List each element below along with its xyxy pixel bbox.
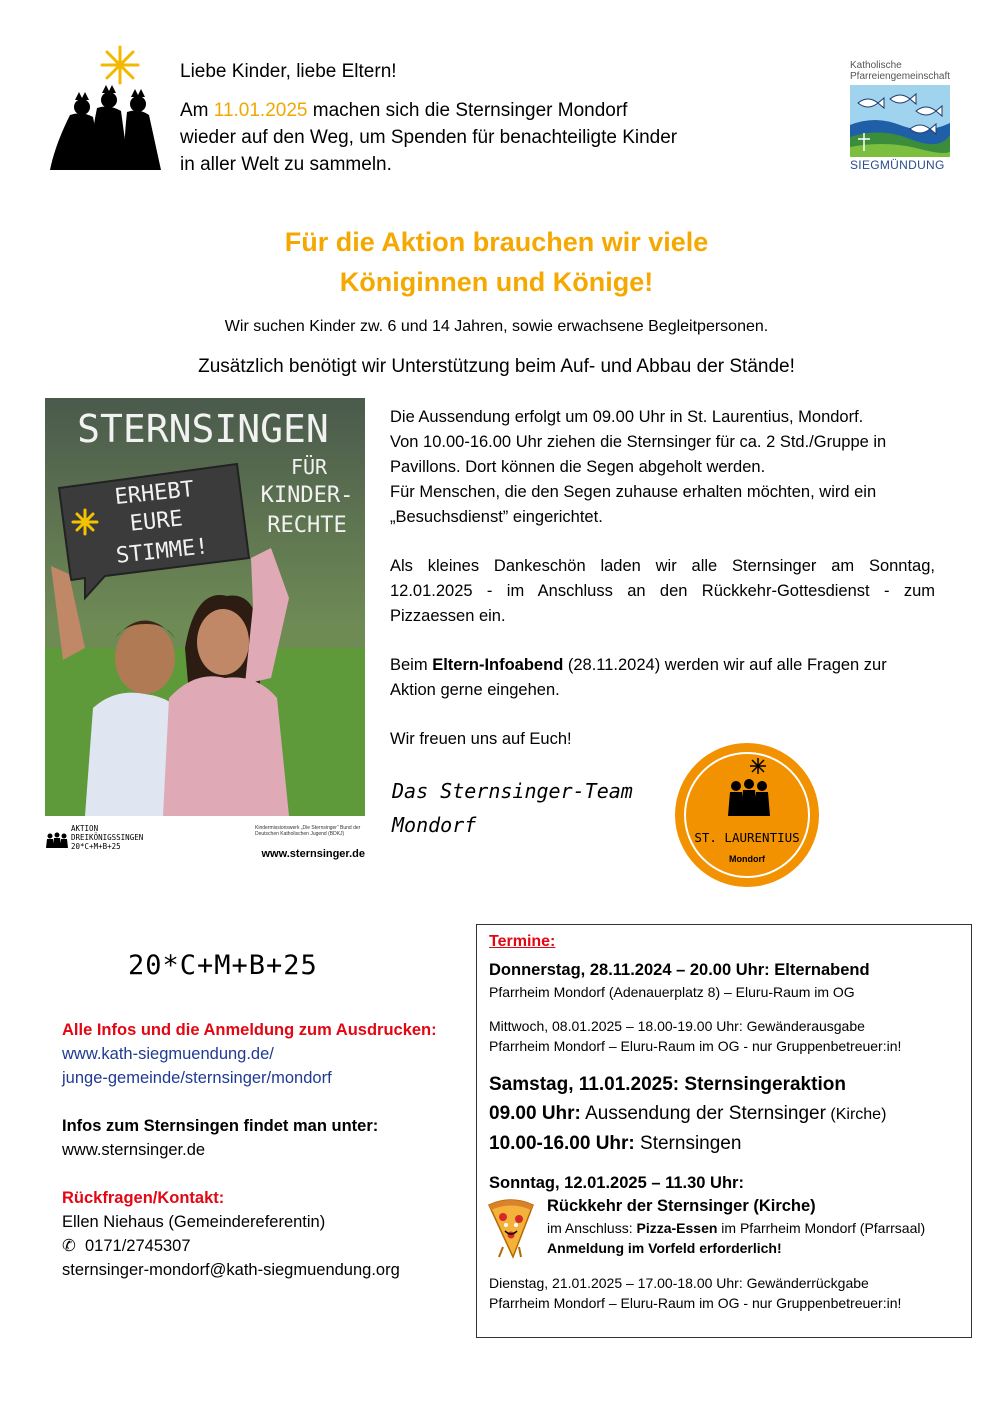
body-text — [390, 405, 935, 776]
event4-line2-bold: Pizza-Essen — [636, 1220, 718, 1236]
body-p1-line5: „Besuchsdienst” eingerichtet. — [390, 508, 603, 526]
termine-box — [476, 924, 972, 1338]
signature — [392, 774, 633, 842]
kings-silhouette-icon — [728, 779, 770, 816]
intro-paragraph — [180, 97, 780, 178]
headline-line2: Königinnen und Könige! — [339, 267, 654, 297]
signature-line2: Mondorf — [392, 813, 477, 837]
poster-footer-line1: AKTION — [71, 824, 99, 833]
intro-line1-prefix: Am — [180, 100, 214, 121]
intro-line1-suffix: machen sich die Sternsinger Mondorf — [307, 100, 628, 121]
info-url-line1[interactable]: www.kath-siegmuendung.de/ — [62, 1045, 274, 1063]
event3-time2: 10.00-16.00 Uhr: — [489, 1133, 635, 1154]
event3-text2: Sternsingen — [634, 1133, 742, 1154]
body-p1-line1: Die Aussendung erfolgt um 09.00 Uhr in St. Laurentius, Mondorf. — [390, 408, 864, 426]
poster-right3: RECHTE — [267, 513, 347, 538]
termine-heading: Termine: — [489, 933, 556, 950]
event2-place: Pfarrheim Mondorf – Eluru-Raum im OG - nur Gruppenbetreuer:in! — [489, 1038, 902, 1054]
star-icon — [750, 758, 766, 774]
body-p1-line2: Von 10.00-16.00 Uhr ziehen die Sternsinger für ca. 2 Std./Gruppe in — [390, 433, 887, 451]
poster-title: STERNSINGEN — [77, 407, 329, 451]
intro-line3: in aller Welt zu sammeln. — [180, 154, 392, 175]
poster-right1: FÜR — [290, 455, 328, 479]
body-paragraph-2: Als kleines Dankeschön laden wir alle Sternsinger am Sonntag, 12.01.2025 - im Anschluss an den Rückkehr-Gottesdienst - zum Pizzaessen ein. — [390, 557, 935, 625]
contact-phone[interactable]: 0171/2745307 — [85, 1237, 191, 1255]
event4-line2-prefix: im Anschluss: — [547, 1220, 637, 1236]
parish-logo — [850, 60, 954, 172]
poster-right2: KINDER- — [260, 483, 354, 508]
event3-line2 — [489, 1129, 967, 1158]
event3-title: Samstag, 11.01.2025: Sternsingeraktion — [489, 1074, 846, 1095]
sternsinger-poster — [45, 398, 365, 866]
parish-logo-line2: Pfarreiengemeinschaft — [850, 71, 951, 82]
sternsinger-info-heading: Infos zum Sternsingen findet man unter: — [62, 1117, 379, 1135]
parish-logo-name: SIEGMÜNDUNG — [850, 158, 945, 172]
poster-footer-line2: DREIKÖNIGSSINGEN — [71, 833, 144, 842]
info-heading: Alle Infos und die Anmeldung zum Ausdrucken: — [62, 1021, 437, 1039]
phone-icon: ✆ — [62, 1237, 76, 1255]
body-paragraph-3 — [390, 653, 935, 703]
star-icon — [102, 47, 138, 83]
info-url-line2[interactable]: junge-gemeinde/sternsinger/mondorf — [62, 1069, 332, 1087]
event4-line1: Rückkehr der Sternsinger (Kirche) — [547, 1197, 816, 1215]
poster-bubble-line3: STIMME! — [114, 534, 210, 569]
event3-note1: (Kirche) — [825, 1106, 887, 1123]
poster-footer-line3: 20*C+M+B+25 — [71, 842, 121, 851]
headline — [0, 222, 993, 302]
event-date: 11.01.2025 — [213, 100, 308, 121]
stamp-name: ST. LAURENTIUS — [694, 830, 800, 845]
event5-title: Dienstag, 21.01.2025 – 17.00-18.00 Uhr: Gewänderrückgabe — [489, 1275, 869, 1291]
contact-email[interactable]: sternsinger-mondorf@kath-siegmuendung.org — [62, 1261, 400, 1279]
signature-line1: Das Sternsinger-Team — [392, 779, 633, 803]
info-links — [62, 1018, 472, 1282]
event3-time1: 09.00 Uhr: — [489, 1103, 581, 1124]
event4-line2 — [547, 1218, 925, 1238]
sternsinger-url[interactable]: www.sternsinger.de — [62, 1141, 206, 1159]
body-p3-prefix: Beim — [390, 656, 433, 674]
stamp-place: Mondorf — [729, 854, 765, 864]
event1-place: Pfarrheim Mondorf (Adenauerplatz 8) – Eluru-Raum im OG — [489, 984, 855, 1000]
headline-line1: Für die Aktion brauchen wir viele — [284, 227, 709, 257]
event4-title: Sonntag, 12.01.2025 – 11.30 Uhr: — [489, 1174, 744, 1192]
support-line: Zusätzlich benötigt wir Unterstützung beim Auf- und Abbau der Stände! — [198, 356, 795, 377]
intro-text — [180, 58, 780, 190]
event4-line2-suffix: im Pfarrheim Mondorf (Pfarrsaal) — [717, 1220, 926, 1236]
event3-text1: Aussendung der Sternsinger — [580, 1103, 826, 1124]
body-p3-suffix: (28.11.2024) werden wir auf alle Fragen zur Aktion gerne eingehen. — [390, 656, 887, 699]
sternsinger-kings-logo — [45, 45, 165, 180]
contact-phone-row — [62, 1234, 472, 1258]
body-paragraph-4: Wir freuen uns auf Euch! — [390, 730, 572, 748]
pizza-icon — [485, 1195, 537, 1265]
st-laurentius-logo — [672, 740, 822, 890]
contact-heading: Rückfragen/Kontakt: — [62, 1189, 225, 1207]
event3-line1 — [489, 1099, 967, 1129]
event4-line3: Anmeldung im Vorfeld erforderlich! — [547, 1240, 782, 1256]
intro-line2: wieder auf den Weg, um Spenden für benachteiligte Kinder — [180, 127, 678, 148]
star-icon — [73, 510, 97, 534]
poster-bubble-line1: ERHEBT — [113, 476, 196, 511]
poster-footer-small: Kindermissionswerk „Die Sternsinger“ Bund der Deutschen Katholischen Jugend (BDKJ) — [255, 825, 361, 837]
cmb-blessing: 20*C+M+B+25 — [128, 950, 318, 981]
fish-waves-icon — [850, 85, 950, 157]
body-p1-line3: Pavillons. Dort können die Segen abgeholt werden. — [390, 458, 766, 476]
poster-footer-logo — [45, 824, 143, 851]
poster-website[interactable]: www.sternsinger.de — [261, 848, 365, 860]
body-p3-bold: Eltern-Infoabend — [432, 656, 564, 674]
poster-footer — [45, 822, 365, 866]
event5-place: Pfarrheim Mondorf – Eluru-Raum im OG - nur Gruppenbetreuer:in! — [489, 1295, 902, 1311]
body-p1-line4: Für Menschen, die den Segen zuhause erhalten möchten, wird ein — [390, 483, 877, 501]
parish-logo-line1: Katholische — [850, 60, 902, 71]
event2-title: Mittwoch, 08.01.2025 – 18.00-19.00 Uhr: Gewänderausgabe — [489, 1018, 865, 1034]
kings-mini-icon — [45, 830, 69, 848]
event4-details — [489, 1195, 967, 1267]
body-paragraph-1 — [390, 405, 935, 530]
poster-image — [45, 398, 365, 816]
contact-name: Ellen Niehaus (Gemeindereferentin) — [62, 1213, 326, 1231]
poster-bubble-line2: EURE — [128, 506, 184, 537]
search-line: Wir suchen Kinder zw. 6 und 14 Jahren, sowie erwachsene Begleitpersonen. — [224, 318, 769, 335]
event1-title: Donnerstag, 28.11.2024 – 20.00 Uhr: Elternabend — [489, 961, 870, 979]
greeting: Liebe Kinder, liebe Eltern! — [180, 61, 397, 82]
